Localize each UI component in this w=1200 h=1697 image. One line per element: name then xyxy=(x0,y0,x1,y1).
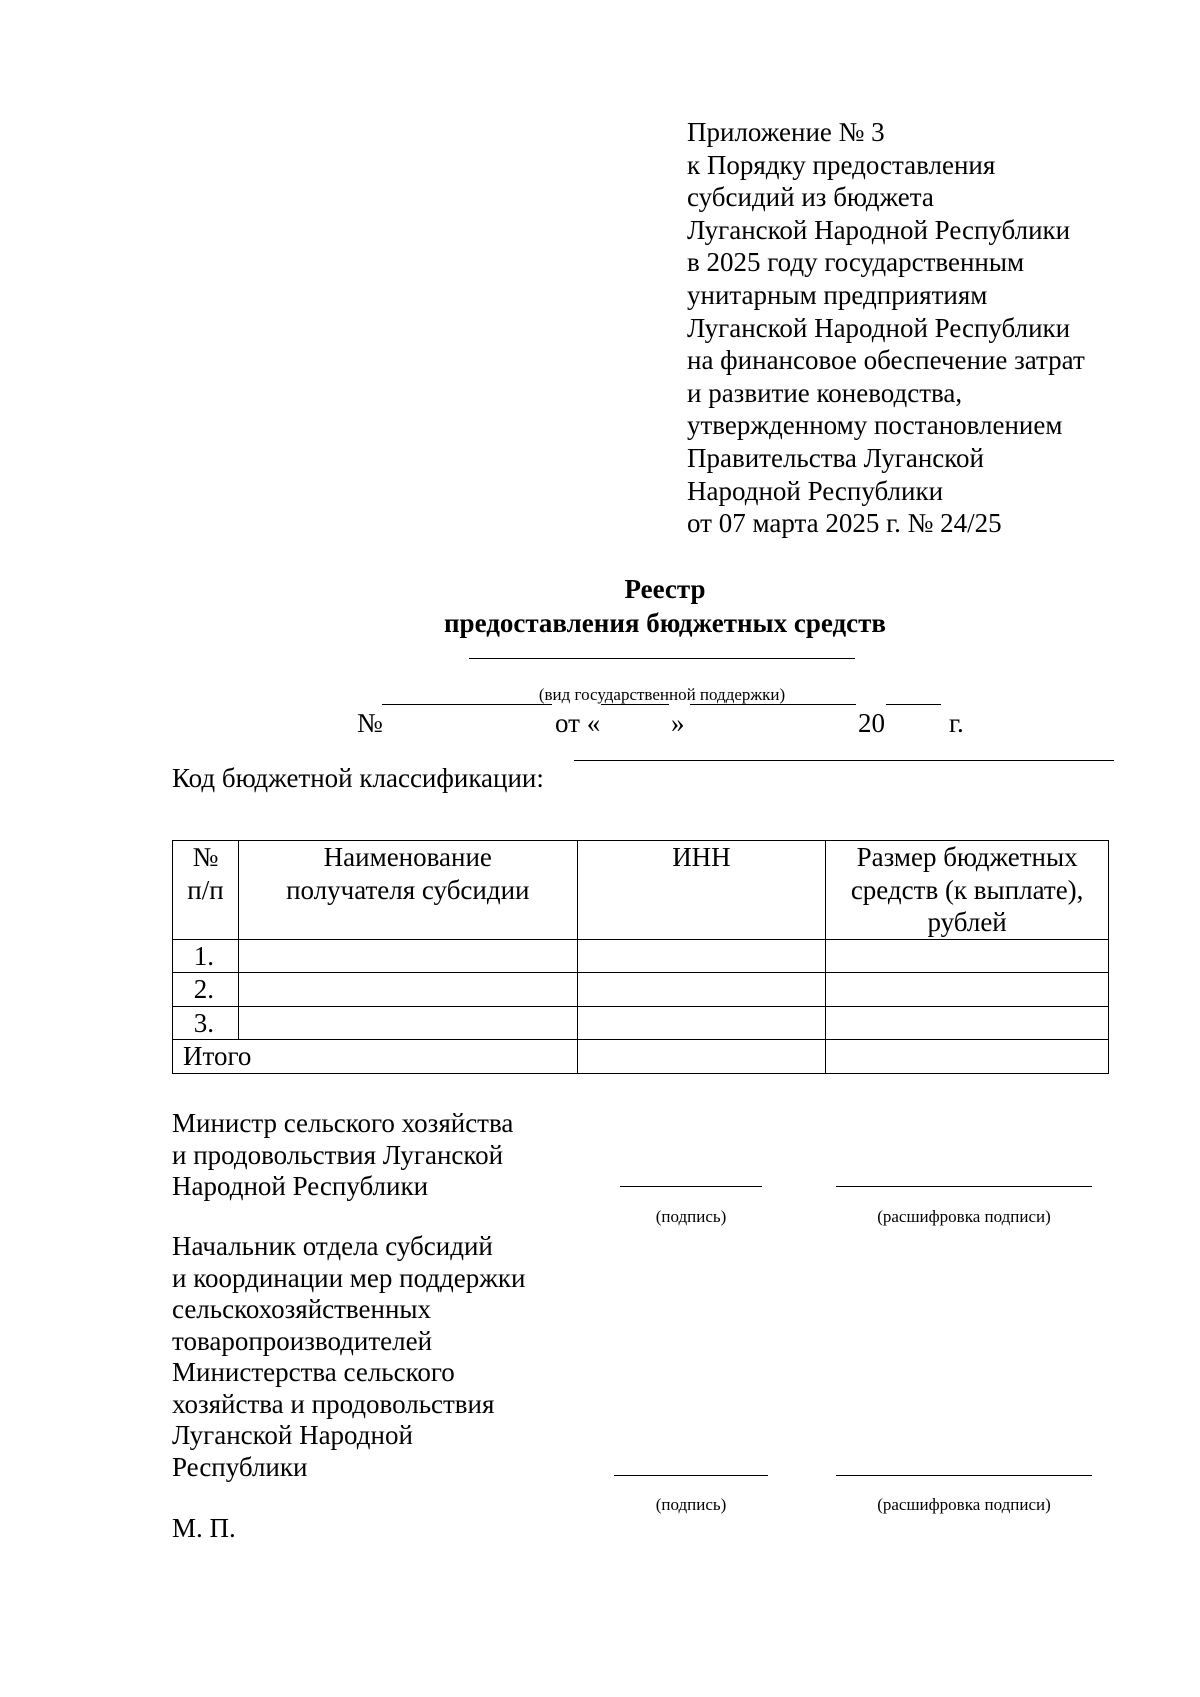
decode-caption: (расшифровка подписи) xyxy=(877,1495,1051,1514)
budget-code-blank xyxy=(574,760,1114,761)
appendix-line: и развитие коневодства, xyxy=(687,377,963,408)
amount-cell xyxy=(826,1040,1109,1074)
header-text: Наименование xyxy=(323,842,492,872)
header-amount xyxy=(826,841,1109,940)
head-decode-blank xyxy=(836,1475,1092,1476)
appendix-line: Народной Республики xyxy=(687,475,944,506)
number-blank xyxy=(382,704,552,705)
amount-cell xyxy=(826,1006,1109,1040)
table-total-row xyxy=(173,1040,1109,1074)
appendix-line: в 2025 году государственным xyxy=(687,247,1025,278)
table-header-row xyxy=(173,841,1109,940)
recipient-cell xyxy=(238,939,577,973)
stamp-place: М. П. xyxy=(172,1513,236,1543)
header-text: п/п xyxy=(187,874,224,905)
table-row xyxy=(173,973,1109,1007)
recipient-cell xyxy=(238,1006,577,1040)
inn-cell xyxy=(577,973,826,1007)
inn-cell xyxy=(577,1040,826,1074)
total-label: Итого xyxy=(173,1040,578,1074)
header-recipient xyxy=(238,841,577,940)
signature-caption: (подпись) xyxy=(655,1207,727,1226)
year-suffix: г. xyxy=(949,708,964,738)
minister-decode-blank xyxy=(836,1186,1092,1187)
signatory-line: Министр сельского хозяйства xyxy=(172,1108,514,1138)
header-text: № xyxy=(192,842,219,872)
signature-caption: (подпись) xyxy=(655,1495,727,1514)
signatory-line: Начальник отдела субсидий xyxy=(172,1231,493,1261)
table-row xyxy=(173,939,1109,973)
document-title: Реестр xyxy=(624,574,706,604)
minister-signature-blank xyxy=(620,1186,762,1187)
day-blank xyxy=(601,704,669,705)
recipient-cell xyxy=(238,973,577,1007)
signatory-line: и продовольствия Луганской xyxy=(172,1139,504,1170)
appendix-line: Приложение № 3 xyxy=(687,117,885,147)
table-row xyxy=(173,1006,1109,1040)
header-text: средств (к выплате), xyxy=(850,874,1084,905)
signatory-line: Министерства сельского xyxy=(172,1357,455,1387)
appendix-note xyxy=(687,116,1085,540)
month-blank xyxy=(690,704,856,705)
year-blank xyxy=(886,704,941,705)
appendix-line: утвержденному постановлением xyxy=(687,410,1063,441)
support-type-caption: (вид государственной поддержки) xyxy=(538,685,786,704)
registry-table xyxy=(172,840,1109,1074)
date-close-quote: » xyxy=(671,708,685,738)
support-type-blank xyxy=(469,658,855,659)
header-text: Размер бюджетных xyxy=(856,842,1078,872)
signatory-line: и координации мер поддержки xyxy=(172,1262,526,1293)
year-prefix: 20 xyxy=(858,708,885,738)
signatory-line: Луганской Народной xyxy=(172,1420,413,1450)
signatory-line: Народной Республики xyxy=(172,1171,429,1201)
minister-title xyxy=(172,1108,513,1203)
head-title xyxy=(172,1231,525,1483)
amount-cell xyxy=(826,973,1109,1007)
signatory-line: сельскохозяйственных xyxy=(172,1294,432,1324)
signatory-line: Республики xyxy=(172,1451,308,1482)
appendix-line: унитарным предприятиям xyxy=(687,279,988,310)
header-inn xyxy=(577,841,826,940)
header-text: ИНН xyxy=(672,842,731,872)
appendix-line: Луганской Народной Республики xyxy=(687,312,1071,343)
number-sign: № xyxy=(357,708,383,738)
inn-cell xyxy=(577,939,826,973)
signatory-line: хозяйства и продовольствия xyxy=(172,1388,495,1419)
appendix-line: на финансовое обеспечение затрат xyxy=(687,345,1085,376)
inn-cell xyxy=(577,1006,826,1040)
appendix-line: от 07 марта 2025 г. № 24/25 xyxy=(687,508,1002,539)
amount-cell xyxy=(826,939,1109,973)
row-number: 3. xyxy=(173,1006,239,1040)
header-text: получателя субсидии xyxy=(286,874,530,905)
row-number: 2. xyxy=(173,973,239,1007)
appendix-line: к Порядку предоставления xyxy=(687,149,996,180)
row-number: 1. xyxy=(173,939,239,973)
header-number xyxy=(173,841,239,940)
document-subtitle: предоставления бюджетных средств xyxy=(444,608,886,638)
date-from-label: от « xyxy=(555,708,601,738)
appendix-line: Правительства Луганской xyxy=(687,442,984,473)
appendix-line: Луганской Народной Республики xyxy=(687,214,1071,245)
head-signature-blank xyxy=(614,1475,768,1476)
signatory-line: товаропроизводителей xyxy=(172,1325,433,1356)
budget-code-label: Код бюджетной классификации: xyxy=(172,763,544,793)
decode-caption: (расшифровка подписи) xyxy=(877,1207,1051,1226)
header-text: рублей xyxy=(927,907,1007,937)
appendix-line: субсидий из бюджета xyxy=(687,182,934,213)
